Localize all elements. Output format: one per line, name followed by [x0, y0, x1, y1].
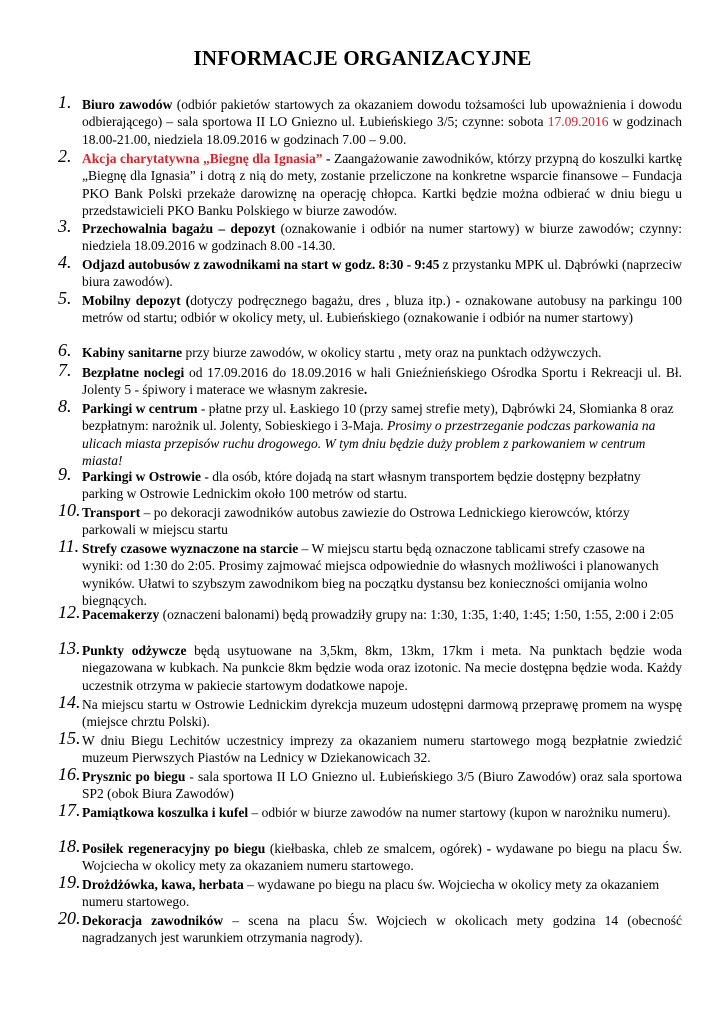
item-text — [82, 732, 682, 767]
text-run: od 17.09.2016 do 18.09.2016 w hali Gnieźnieńskiego Ośrodka Sportu i Rekreacji ul. Bł. Jolenty 5 - śpiwory i materace we własnym zakresie — [82, 365, 682, 398]
item-text — [82, 256, 682, 291]
item-text — [82, 606, 682, 623]
item-text — [82, 540, 682, 610]
text-run: Mobilny depozyt ( — [82, 293, 191, 308]
text-run: – odbiór w biurze zawodów na numer startowy (kupon w narożniku numeru). — [248, 805, 671, 820]
item-number: 3. — [58, 216, 72, 236]
text-run: Odjazd autobusów z zawodnikami na start w godz. 8:30 - 9:45 — [82, 257, 440, 272]
text-run: Parkingi w centrum — [82, 401, 198, 416]
item-text — [82, 504, 682, 539]
item-text — [82, 642, 682, 694]
text-run: - — [486, 841, 492, 856]
text-run: – wydawane po biegu na placu św. Wojciecha w okolicy mety za okazaniem numeru startowego. — [82, 877, 660, 910]
item-number: 16. — [58, 764, 81, 784]
item-number: 8. — [58, 396, 72, 416]
text-run: Parkingi w Ostrowie — [82, 469, 201, 484]
text-run: Zaangażowanie zawodników, którzy przypną do koszulki kartkę „Biegnę dla Ignasia” i dotrą z nią do mety, zostanie przeliczone na konkretne wsparcie finansowe – Fundacja PKO Bank Polski przekaże darowiznę na operację chłopca. Kartki będzie można odbierać w dniu biegu u przedstawicieli PKO Banku Polskiego w biurze zawodów. — [82, 151, 683, 219]
text-run: Przechowalnia bagażu – depozyt — [82, 221, 276, 236]
text-run: wydawane po biegu na placu Św. Wojciecha w okolicy mety za okazaniem numeru startowego. — [82, 841, 682, 874]
item-number: 13. — [58, 638, 81, 658]
item-text — [82, 912, 682, 947]
item-number: 1. — [58, 92, 72, 112]
item-number: 15. — [58, 728, 81, 748]
item-number: 19. — [58, 872, 81, 892]
text-run: Punkty odżywcze — [82, 643, 187, 658]
item-number: 4. — [58, 252, 72, 272]
item-number: 14. — [58, 692, 81, 712]
text-run: Transport — [82, 505, 141, 520]
text-run: Na miejscu startu w Ostrowie Lednickim dyrekcja muzeum udostępni darmową przeprawę promem na wyspę (miejsce chrztu Polski). — [82, 697, 682, 730]
text-run: - — [450, 293, 465, 308]
text-run: - sala sportowa II LO Gniezno ul. Łubieńskiego 3/5 (Biuro Zawodów) oraz sala sportowa SP2 (obok Biura Zawodów) — [82, 769, 682, 802]
text-run: z przystanku MPK ul. Dąbrówki (naprzeciw biura zawodów). — [82, 257, 682, 290]
text-run: Pamiątkowa koszulka i kufel — [82, 805, 249, 820]
item-text — [82, 364, 682, 399]
text-run: - — [322, 151, 334, 166]
text-run: Akcja charytatywna „Biegnę dla Ignasia” — [82, 151, 323, 166]
text-run: Posiłek regeneracyjny po biegu — [82, 841, 266, 856]
text-run: w godzinach 18.00-21.00, niedziela 18.09.2016 w godzinach 7.00 – 9.00. — [82, 114, 682, 147]
item-text — [82, 150, 682, 220]
item-text — [82, 400, 682, 470]
item-text — [82, 344, 682, 361]
text-run: Prosimy o przestrzeganie podczas parkowania na ulicach miasta przepisów ruchu drogowego. W tym dniu będzie duży problem z parkowaniem w centrum miasta! — [82, 418, 656, 469]
text-run: Bezpłatne noclegi — [82, 365, 185, 380]
item-number: 20. — [58, 908, 81, 928]
item-number: 2. — [58, 146, 72, 166]
text-run: – scena na placu Św. Wojciech w okolicach mety godzina 14 (obecność nagradzanych jest warunkiem otrzymania nagrody). — [82, 913, 682, 946]
text-run: W dniu Biegu Lechitów uczestnicy imprezy za okazaniem numeru startowego mogą bezpłatnie zwiedzić muzeum Pierwszych Piastów na Lednicy w Dziekanowicach 32. — [82, 733, 682, 766]
text-run: 17.09.2016 — [547, 114, 609, 130]
text-run: Biuro zawodów — [82, 97, 173, 112]
text-run: Prysznic po biegu — [82, 769, 186, 784]
item-number: 17. — [58, 800, 81, 820]
page-title: INFORMACJE ORGANIZACYJNE — [193, 46, 532, 70]
item-number: 12. — [58, 602, 81, 622]
item-number: 7. — [58, 360, 72, 380]
text-run: (oznakowanie i odbiór na numer startowy) w biurze zawodów; czynny: niedziela 18.09.2016 w godzinach 8.00 -14.30. — [82, 221, 682, 254]
text-run: - płatne przy ul. Łaskiego 10 (przy samej strefie mety), Dąbrówki 24, Słomianka 8 oraz bezpłatnym: narożnik ul. Jolenty, Sobieskiego i 3-Maja. — [82, 401, 674, 434]
item-text — [82, 804, 682, 821]
item-number: 10. — [58, 500, 81, 520]
item-number: 11. — [58, 536, 80, 556]
item-text — [82, 468, 682, 503]
text-run: Strefy czasowe wyznaczone na starcie — [82, 541, 299, 556]
item-text — [82, 696, 682, 731]
text-run: (kiełbaska, chleb ze smalcem, ogórek) — [265, 841, 487, 856]
text-run: Pacemakerzy — [82, 607, 160, 622]
item-text — [82, 96, 682, 148]
text-run: – po dekoracji zawodników autobus zawiezie do Ostrowa Lednickiego kierowców, którzy parkowali w miejscu startu — [82, 505, 630, 538]
item-text — [82, 768, 682, 803]
item-text — [82, 840, 682, 875]
text-run: Dekoracja zawodników — [82, 913, 224, 928]
text-run: (oznaczeni balonami) będą prowadziły grupy na: 1:30, 1:35, 1:40, 1:45; 1:50, 1:55, 2:00 i 2:05 — [159, 607, 674, 622]
text-run: (odbiór pakietów startowych za okazaniem dowodu tożsamości lub upoważnienia i dowodu odbierającego) – sala sportowa II LO Gniezno ul. Łubieńskiego 3/5; czynne: sobota — [82, 97, 682, 130]
item-text — [82, 292, 682, 327]
text-run: dotyczy podręcznego bagażu, dres , bluza itp.) — [190, 293, 451, 308]
item-number: 6. — [58, 340, 72, 360]
text-run: - dla osób, które dojadą na start własnym transportem będzie dostępny bezpłatny parking w Ostrowie Lednickim około 100 metrów od startu. — [82, 469, 641, 502]
item-text — [82, 876, 682, 911]
text-run: oznakowane autobusy na parkingu 100 metrów od startu; odbiór w okolicy mety, ul. Łubieńskiego (oznakowanie i odbiór na numer startowy) — [82, 293, 682, 326]
text-run: będą usytuowane na 3,5km, 8km, 13km, 17km i meta. Na punktach będzie woda niegazowana w kubkach. Na punkcie 8km będzie woda oraz izotonic. Na mecie dostępna będzie woda. Każdy uczestnik otrzyma w pakiecie startowym dodatkowe napoje. — [82, 643, 682, 693]
item-number: 5. — [58, 288, 72, 308]
text-run: . — [363, 382, 368, 398]
item-number: 9. — [58, 464, 72, 484]
text-run: przy biurze zawodów, w okolicy startu , mety oraz na punktach odżywczych. — [182, 345, 602, 360]
item-number: 18. — [58, 836, 81, 856]
item-text — [82, 220, 682, 255]
text-run: Drożdżówka, kawa, herbata — [82, 877, 244, 892]
text-run: – W miejscu startu będą oznaczone tablicami strefy czasowe na wyniki: od 1:30 do 2:05. Prosimy zajmować miejsca odpowiednie do własnych możliwości i planowanych wyników. Ułatwi to szybszym zawodnikom bieg na początku dystansu bez konieczności omijania wolno biegnących. — [82, 541, 659, 609]
text-run: Kabiny sanitarne — [82, 345, 183, 360]
